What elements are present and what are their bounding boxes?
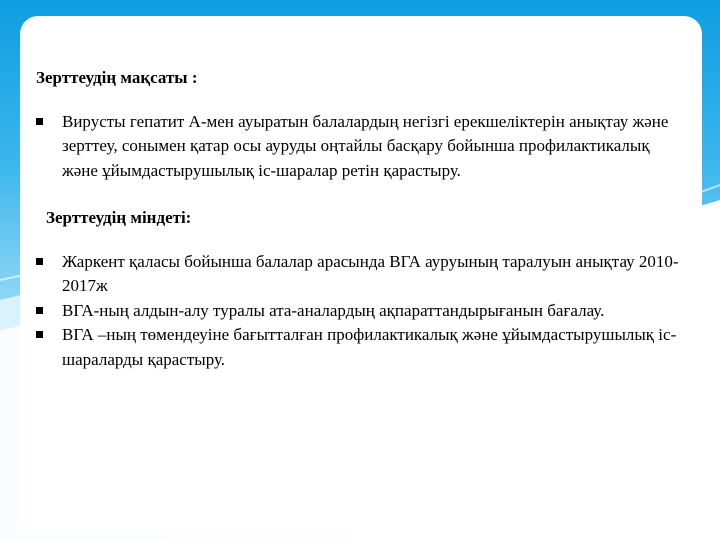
bullet-square-icon: [36, 258, 43, 265]
task-item-text: ВГА –ның төмендеуіне бағытталған профилактикалық және ұйымдастырушылық іс-шараларды қарастыру.: [62, 325, 677, 369]
tasks-list: [36, 250, 686, 373]
goal-item: [36, 110, 686, 184]
task-item: [36, 323, 686, 372]
bullet-square-icon: [36, 307, 43, 314]
bullet-square-icon: [36, 331, 43, 338]
bullet-square-icon: [36, 118, 43, 125]
task-item-text: ВГА-ның алдын-алу туралы ата-аналардың ақпараттандырығанын бағалау.: [62, 300, 605, 320]
task-item: [36, 250, 686, 299]
text-content: [36, 66, 686, 372]
task-item-text: Жаркент қаласы бойынша балалар арасында ВГА ауруының таралуын анықтау 2010-2017ж: [62, 251, 679, 295]
goal-item-text: Вирусты гепатит А-мен ауыратын балалардың негізгі ерекшеліктерін анықтау және зерттеу, сонымен қатар осы ауруды оңтайлы басқару бойынша профилактикалық және ұйымдастырушылық іс-шаралар ретін қарастыру.: [62, 111, 669, 180]
tasks-heading: Зерттеудің міндеті:: [46, 208, 192, 227]
task-item: [36, 299, 686, 324]
goal-list: [36, 110, 686, 184]
goal-heading: Зерттеудің мақсаты :: [36, 68, 198, 87]
